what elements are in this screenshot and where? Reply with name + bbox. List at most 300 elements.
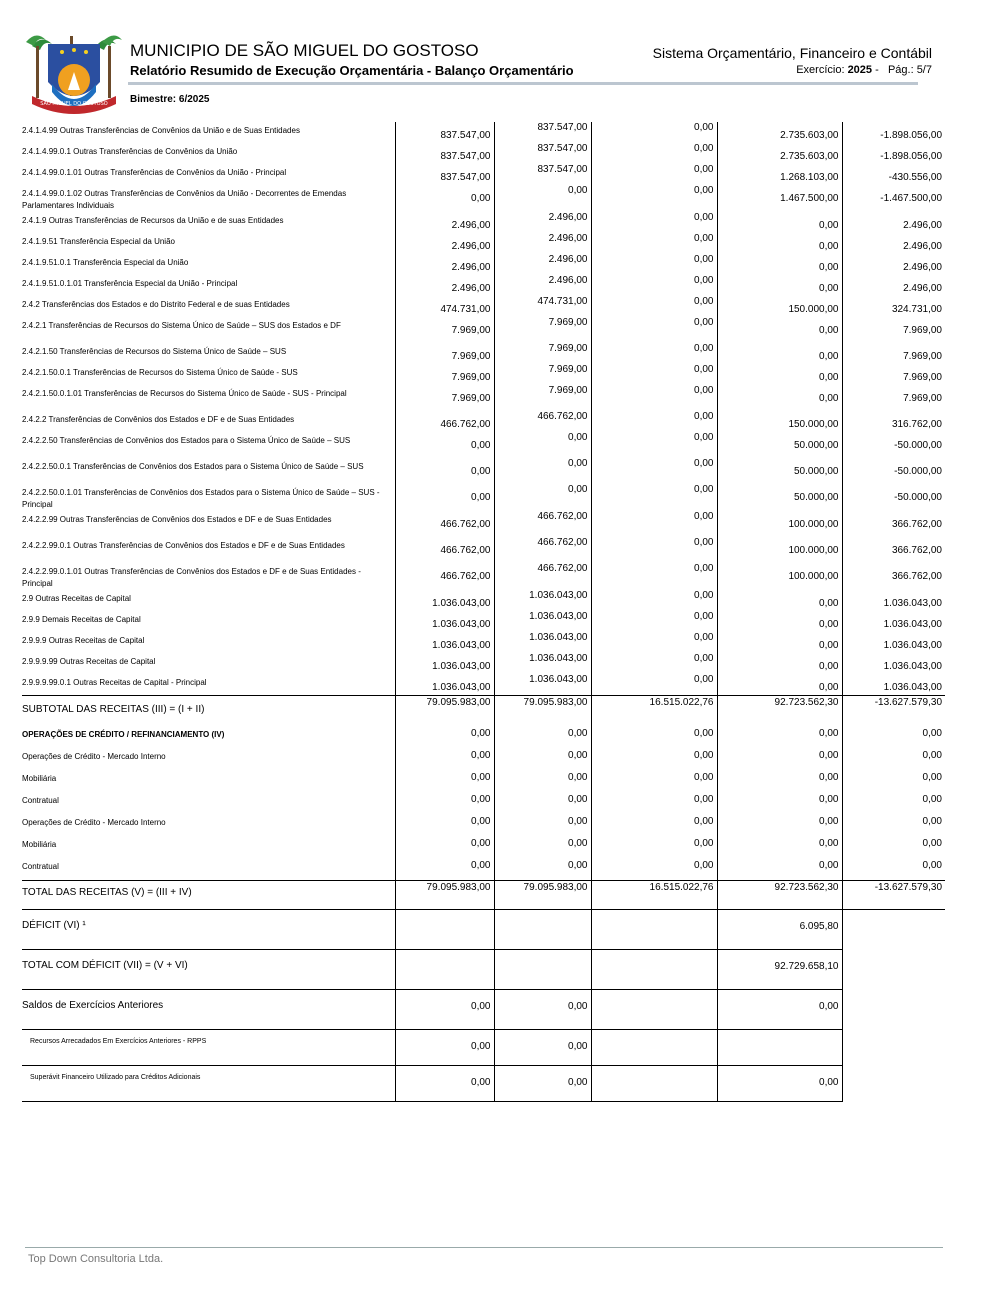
row-description: 2.4.1.4.99 Outras Transferências de Convênios da União e de Suas Entidades [22,126,300,135]
cell-value: 474.731,00 [537,296,588,307]
row-value [842,364,945,385]
cell-value: 79.095.983,00 [426,697,491,708]
cell-value: -50.000,00 [894,492,942,503]
cell-value: 150.000,00 [788,419,839,430]
empty-cell [494,950,591,990]
operations-value [842,792,945,814]
row-value [717,653,842,674]
cell-value: 0,00 [471,772,491,783]
row-value [395,653,494,674]
total-value [842,881,945,910]
cell-value: 0,00 [471,440,491,451]
cell-value: 837.547,00 [440,172,491,183]
operations-row [22,748,945,770]
cell-value: 466.762,00 [537,511,588,522]
row-value [395,458,494,484]
superavit-value [717,1066,842,1102]
operations-label: Contratual [22,862,59,871]
superavit-value [395,1066,494,1102]
operations-value [395,836,494,858]
operations-value [395,858,494,881]
row-value [842,385,945,411]
empty-cell [591,950,717,990]
cell-value: 0,00 [922,750,942,761]
row-value [494,674,591,696]
cell-value: 0,00 [922,860,942,871]
row-description: 2.4.2.2.50 Transferências de Convênios dos Estados para o Sistema Único de Saúde – SUS [22,436,351,445]
cell-value: 0,00 [471,750,491,761]
cell-value: -13.627.579,30 [874,882,942,893]
footer-divider [25,1247,943,1248]
cell-value: 0,00 [922,772,942,783]
row-value [717,590,842,611]
table-row [22,385,945,411]
operations-value [591,858,717,881]
cell-value: -1.898.056,00 [880,151,942,162]
cell-value: 0,00 [694,143,714,154]
rpps-row [22,1030,945,1066]
table-row [22,411,945,432]
row-value [842,674,945,696]
cell-value: 0,00 [694,275,714,286]
cell-value: 0,00 [819,661,839,672]
cell-value: 0,00 [471,1077,491,1088]
cell-value: 0,00 [694,632,714,643]
cell-value: 0,00 [471,816,491,827]
operations-value [395,726,494,748]
row-value [717,611,842,632]
cell-value: 2.496,00 [903,283,942,294]
table-row [22,343,945,364]
page-number: Pág.: 5/7 [887,64,932,76]
total-value [591,881,717,910]
cell-value: 2.496,00 [548,212,588,223]
subtotal-value [842,696,945,727]
total-deficit-label: TOTAL COM DÉFICIT (VII) = (V + VI) [22,950,395,990]
cell-value: 0,00 [568,1001,588,1012]
operations-value [494,814,591,836]
cell-value: 0,00 [819,1077,839,1088]
cell-value: 0,00 [694,838,714,849]
cell-value: 79.095.983,00 [426,882,491,893]
row-value [591,653,717,674]
cell-value: 0,00 [694,511,714,522]
operations-value [842,836,945,858]
rpps-value [494,1030,591,1066]
empty-cell [717,1030,842,1066]
row-value [591,385,717,411]
report-title: Relatório Resumido de Execução Orçamentária - Balanço Orçamentário [130,63,574,78]
row-value [591,185,717,212]
row-value [842,632,945,653]
cell-value: 837.547,00 [537,164,588,175]
cell-value: 7.969,00 [548,364,588,375]
operations-value [591,770,717,792]
cell-value: -13.627.579,30 [874,697,942,708]
cell-value: 0,00 [819,283,839,294]
total-value [494,881,591,910]
cell-value: 0,00 [819,598,839,609]
row-description: 2.4.2.2.50.0.1 Transferências de Convênios dos Estados para o Sistema Único de Saúde – SUS [22,462,364,471]
cell-value: 837.547,00 [537,143,588,154]
row-description: 2.4.2.1.50.0.1.01 Transferências de Recursos do Sistema Único de Saúde - SUS - Principal [22,389,347,398]
row-value [494,653,591,674]
operations-label: Operações de Crédito - Mercado Interno [22,752,166,761]
cell-value: 466.762,00 [440,545,491,556]
cell-value: 0,00 [568,860,588,871]
table-row [22,317,945,343]
cell-value: 0,00 [819,220,839,231]
row-value [494,484,591,511]
cell-value: 7.969,00 [903,393,942,404]
cell-value: 0,00 [568,794,588,805]
empty-cell [842,950,945,990]
empty-cell [842,910,945,950]
cell-value: 466.762,00 [537,411,588,422]
cell-value: 0,00 [694,653,714,664]
cell-value: 0,00 [568,728,588,739]
cell-value: 0,00 [568,750,588,761]
cell-value: 7.969,00 [451,325,491,336]
row-value [717,185,842,212]
empty-cell [591,910,717,950]
operations-value [395,748,494,770]
cell-value: 0,00 [819,241,839,252]
row-value [842,411,945,432]
row-description: 2.4.2.2 Transferências de Convênios dos Estados e DF e de Suas Entidades [22,415,295,424]
table-row [22,185,945,212]
subtotal-value [591,696,717,727]
operations-value [717,858,842,881]
operations-label: OPERAÇÕES DE CRÉDITO / REFINANCIAMENTO (IV) [22,730,225,739]
row-value [842,458,945,484]
row-value [842,432,945,458]
cell-value: 466.762,00 [440,419,491,430]
table-row [22,511,945,537]
cell-value: 2.496,00 [548,233,588,244]
empty-cell [591,1066,717,1102]
operations-value [717,748,842,770]
cell-value: 0,00 [568,484,588,495]
row-value [395,590,494,611]
cell-value: 0,00 [471,1001,491,1012]
row-value [395,275,494,296]
row-value [842,254,945,275]
cell-value: -430.556,00 [888,172,942,183]
cell-value: 366.762,00 [891,519,942,530]
subtotal-row [22,696,945,727]
cell-value: 466.762,00 [537,563,588,574]
empty-cell [842,1066,945,1102]
operations-value [842,770,945,792]
deficit-value [717,910,842,950]
row-description: 2.4.2.2.50.0.1.01 Transferências de Convênios dos Estados para o Sistema Único de Saúde – SUS - Principal [22,488,380,509]
cell-value: 7.969,00 [548,343,588,354]
cell-value: 0,00 [694,484,714,495]
row-value [717,674,842,696]
operations-row [22,770,945,792]
cell-value: 0,00 [694,728,714,739]
cell-value: 0,00 [568,1041,588,1052]
row-value [591,233,717,254]
deficit-label: DÉFICIT (VI) ¹ [22,910,395,950]
cell-value: 0,00 [694,674,714,685]
operations-row [22,858,945,881]
cell-value: 837.547,00 [440,130,491,141]
cell-value: 0,00 [471,492,491,503]
table-row [22,432,945,458]
row-value [591,317,717,343]
subtotal-label: SUBTOTAL DAS RECEITAS (III) = (I + II) [22,696,395,727]
table-row [22,143,945,164]
row-value [842,484,945,511]
operations-row [22,836,945,858]
cell-value: 100.000,00 [788,519,839,530]
cell-value: 0,00 [471,466,491,477]
table-row [22,364,945,385]
cell-value: 0,00 [694,411,714,422]
row-value [842,296,945,317]
row-value [717,164,842,185]
cell-value: 1.036.043,00 [883,661,942,672]
row-value [494,212,591,233]
row-value [494,254,591,275]
row-value [842,653,945,674]
cell-value: 0,00 [819,794,839,805]
total-row [22,881,945,910]
empty-cell [494,910,591,950]
row-value [591,296,717,317]
row-value [591,632,717,653]
row-value [395,254,494,275]
row-value [494,590,591,611]
cell-value: 316.762,00 [891,419,942,430]
row-description: 2.4.2.2.99.0.1 Outras Transferências de Convênios dos Estados e DF e de Suas Entidades [22,541,345,550]
row-description: 2.4.1.9.51.0.1.01 Transferência Especial da União - Principal [22,279,238,288]
row-value [395,143,494,164]
cell-value: 0,00 [568,816,588,827]
cell-value: 1.036.043,00 [432,619,491,630]
operations-value [591,814,717,836]
row-value [591,511,717,537]
row-value [395,611,494,632]
row-value [842,537,945,563]
cell-value: 0,00 [694,122,714,133]
cell-value: 0,00 [819,372,839,383]
row-value [717,385,842,411]
saldos-value [395,990,494,1030]
operations-label: Operações de Crédito - Mercado Interno [22,818,166,827]
cell-value: 0,00 [694,563,714,574]
cell-value: 0,00 [694,212,714,223]
cell-value: 0,00 [471,193,491,204]
cell-value: -50.000,00 [894,466,942,477]
operations-label: Mobiliária [22,774,57,783]
deficit-row [22,910,945,950]
row-value [395,432,494,458]
row-description: 2.9.9.9.99 Outras Receitas de Capital [22,657,156,666]
cell-value: 0,00 [694,750,714,761]
row-value [494,343,591,364]
cell-value: 7.969,00 [903,351,942,362]
cell-value: 92.723.562,30 [774,697,839,708]
cell-value: 2.496,00 [903,241,942,252]
table-row [22,212,945,233]
operations-value [717,726,842,748]
cell-value: 2.496,00 [903,262,942,273]
row-value [717,233,842,254]
row-value [842,343,945,364]
cell-value: 0,00 [694,816,714,827]
cell-value: 0,00 [694,794,714,805]
table-row [22,233,945,254]
row-value [717,212,842,233]
row-value [494,233,591,254]
row-value [494,458,591,484]
cell-value: 0,00 [819,393,839,404]
total-deficit-value [717,950,842,990]
row-value [494,275,591,296]
row-description: 2.4.1.9.51 Transferência Especial da União [22,237,175,246]
row-value [842,164,945,185]
operations-value [494,770,591,792]
row-value [591,343,717,364]
cell-value: 2.735.603,00 [780,130,839,141]
cell-value: 0,00 [694,590,714,601]
cell-value: 1.036.043,00 [883,619,942,630]
operations-value [494,792,591,814]
operations-value [717,770,842,792]
cell-value: 92.723.562,30 [774,882,839,893]
operations-value [494,748,591,770]
saldos-value [717,990,842,1030]
cell-value: 100.000,00 [788,571,839,582]
superavit-value [494,1066,591,1102]
row-value [494,563,591,590]
report-header [0,0,1000,120]
row-description: 2.4.1.9 Outras Transferências de Recursos da União e de suas Entidades [22,216,284,225]
bimestre-label: Bimestre: 6/2025 [130,94,210,105]
saldos-label: Saldos de Exercícios Anteriores [22,990,395,1030]
row-description: 2.4.2.1.50.0.1 Transferências de Recursos do Sistema Único de Saúde - SUS [22,368,298,377]
cell-value: 0,00 [819,682,839,693]
operations-value [494,858,591,881]
row-value [717,317,842,343]
cell-value: 0,00 [694,296,714,307]
table-row [22,254,945,275]
row-value [591,411,717,432]
cell-value: 1.036.043,00 [883,682,942,693]
operations-value [842,748,945,770]
row-value [395,632,494,653]
row-value [591,563,717,590]
cell-value: 0,00 [568,185,588,196]
row-value [395,364,494,385]
operations-value [395,770,494,792]
row-value [717,632,842,653]
cell-value: 0,00 [819,262,839,273]
cell-value: 79.095.983,00 [523,697,588,708]
row-value [494,432,591,458]
table-row [22,484,945,511]
cell-value: 0,00 [694,164,714,175]
row-value [591,674,717,696]
cell-value: 2.496,00 [451,220,491,231]
cell-value: 2.496,00 [451,283,491,294]
row-value [591,143,717,164]
saldos-value [494,990,591,1030]
cell-value: 0,00 [471,838,491,849]
cell-value: 0,00 [819,351,839,362]
row-value [494,122,591,143]
row-value [717,511,842,537]
row-value [717,343,842,364]
superavit-row [22,1066,945,1102]
cell-value: 0,00 [819,750,839,761]
empty-cell [395,910,494,950]
cell-value: 837.547,00 [440,151,491,162]
row-value [494,185,591,212]
empty-cell [842,1030,945,1066]
cell-value: 50.000,00 [794,440,839,451]
row-value [842,143,945,164]
cell-value: -1.898.056,00 [880,130,942,141]
cell-value: 50.000,00 [794,466,839,477]
row-description: 2.9.9 Demais Receitas de Capital [22,615,141,624]
cell-value: 0,00 [694,772,714,783]
cell-value: 0,00 [694,343,714,354]
cell-value: 0,00 [694,458,714,469]
row-value [395,185,494,212]
empty-cell [842,990,945,1030]
operations-value [591,748,717,770]
row-value [395,343,494,364]
row-value [494,164,591,185]
row-value [395,511,494,537]
row-value [717,364,842,385]
cell-value: 0,00 [694,611,714,622]
cell-value: 474.731,00 [440,304,491,315]
cell-value: 2.496,00 [903,220,942,231]
row-value [395,484,494,511]
cell-value: 0,00 [568,772,588,783]
cell-value: 0,00 [819,619,839,630]
empty-cell [395,950,494,990]
row-description: 2.4.2.2.99 Outras Transferências de Convênios dos Estados e DF e de Suas Entidades [22,515,332,524]
cell-value: 7.969,00 [451,351,491,362]
cell-value: 92.729.658,10 [774,961,839,972]
row-description: 2.9 Outras Receitas de Capital [22,594,131,603]
row-value [494,143,591,164]
row-value [717,563,842,590]
cell-value: 7.969,00 [451,393,491,404]
operations-value [395,814,494,836]
row-value [717,275,842,296]
row-value [591,122,717,143]
cell-value: 2.735.603,00 [780,151,839,162]
cell-value: 6.095,80 [799,921,839,932]
superavit-label: Superávit Financeiro Utilizado para Créditos Adicionais [22,1066,395,1102]
cell-value: 0,00 [819,728,839,739]
table-row [22,563,945,590]
row-value [395,563,494,590]
row-description: 2.9.9.9.99.0.1 Outras Receitas de Capital - Principal [22,678,207,687]
operations-value [842,726,945,748]
table-row [22,611,945,632]
cell-value: 466.762,00 [537,537,588,548]
row-value [494,317,591,343]
row-value [395,411,494,432]
